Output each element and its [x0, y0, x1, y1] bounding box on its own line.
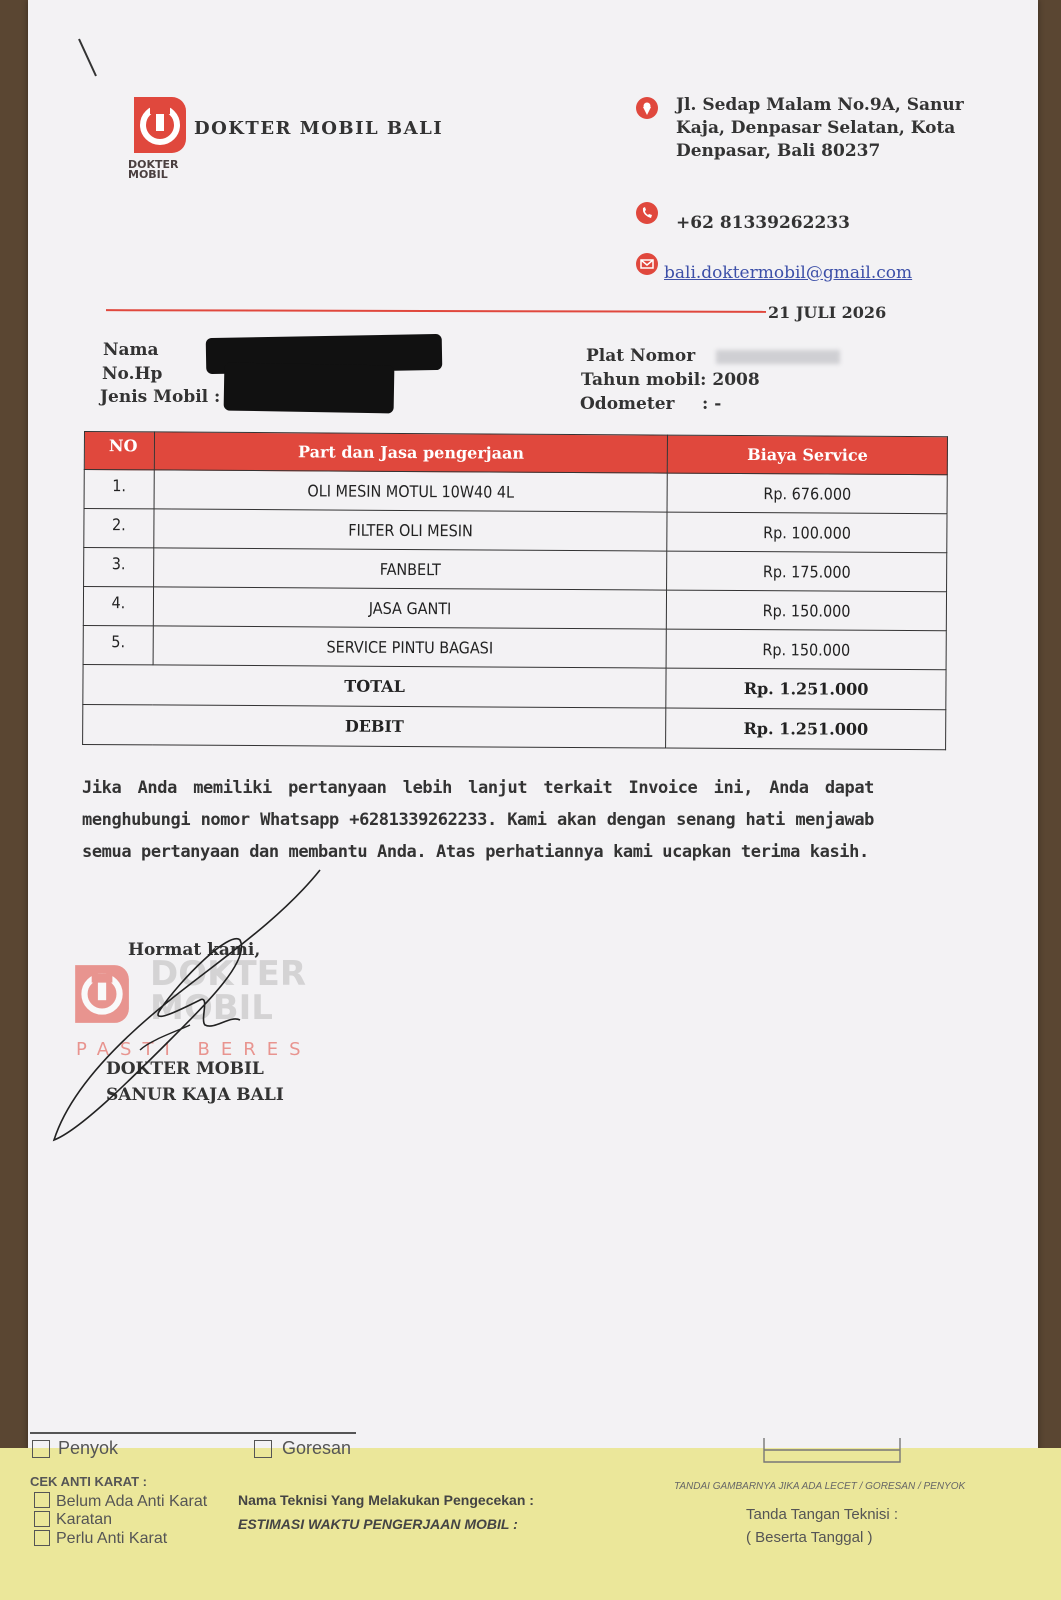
handwritten-signature: [40, 850, 340, 1160]
company-address: Jl. Sedap Malam No.9A, Sanur Kaja, Denpasar Selatan, Kota Denpasar, Bali 80237: [676, 95, 964, 161]
table-row: [84, 470, 947, 514]
goresan-label: Goresan: [282, 1438, 352, 1458]
anti-karat-title: CEK ANTI KARAT :: [30, 1474, 147, 1489]
row-no: 1.: [84, 470, 154, 509]
odometer-value: : -: [702, 394, 722, 414]
signatory-line1: DOKTER MOBIL: [106, 1059, 264, 1079]
row-item: OLI MESIN MOTUL 10W40 4L: [154, 470, 668, 512]
tandai-label: TANDAI GAMBARNYA JIKA ADA LECET / GORESAN / PENYOK: [674, 1481, 966, 1492]
plat-nomor-blurred: [716, 350, 840, 364]
row-cost: Rp. 676.000: [667, 473, 947, 514]
stamp-tagline: PASTI BERES: [76, 1039, 312, 1060]
redaction-bar: [224, 363, 395, 414]
belum-checkbox[interactable]: [34, 1492, 50, 1508]
penyok-checkbox[interactable]: [32, 1440, 50, 1458]
belum-label: Belum Ada Anti Karat: [56, 1493, 208, 1510]
company-email-link[interactable]: bali.doktermobil@gmail.com: [664, 263, 913, 283]
company-name: DOKTER MOBIL BALI: [194, 118, 444, 139]
debit-value: Rp. 1.251.000: [666, 708, 946, 750]
phone-icon: [636, 202, 658, 224]
stamp-line2: MOBIL: [150, 988, 273, 1028]
karatan-label: Karatan: [56, 1511, 113, 1528]
invoice-date: 21 JULI 2026: [768, 303, 887, 322]
table-row: [83, 625, 946, 669]
header-no: NO: [84, 432, 154, 470]
signatory-line2: SANUR KAJA BALI: [106, 1085, 284, 1105]
perlu-label: Perlu Anti Karat: [56, 1530, 168, 1547]
ttd-date-label: ( Beserta Tanggal ): [746, 1529, 873, 1546]
closing-paragraph: Jika Anda memiliki pertanyaan lebih lanjut terkait Invoice ini, Anda dapat menghubungi nomor Whatsapp +6281339262233. Kami akan dengan senang hati menjawab semua pertanyaan dan membantu Anda. Atas perhatiannya kami ucapkan terima kasih.: [82, 778, 874, 862]
total-value: Rp. 1.251.000: [666, 668, 946, 710]
karatan-checkbox[interactable]: [34, 1511, 50, 1527]
row-item: FILTER OLI MESIN: [154, 509, 668, 551]
goresan-checkbox[interactable]: [254, 1440, 272, 1458]
row-item: JASA GANTI: [153, 587, 667, 629]
row-no: 2.: [84, 509, 154, 548]
pen-mark: [76, 36, 100, 80]
row-cost: Rp. 150.000: [667, 590, 947, 631]
table-row: [83, 587, 946, 631]
service-items-table: [82, 431, 948, 750]
regards-text: Hormat kami,: [128, 940, 261, 960]
location-pin-icon: [636, 97, 658, 119]
car-outline-icon: [760, 1436, 906, 1470]
row-no: 5.: [83, 625, 153, 664]
debit-label: DEBIT: [83, 704, 667, 748]
plat-nomor-label: Plat Nomor: [586, 346, 696, 366]
stamp-line1: DOKTER: [150, 954, 307, 994]
table-row: [84, 548, 947, 592]
table-row: [84, 509, 947, 553]
jenis-mobil-label: Jenis Mobil :: [100, 387, 221, 407]
teknisi-label: Nama Teknisi Yang Melakukan Pengecekan :: [238, 1492, 534, 1508]
company-phone: +62 81339262233: [676, 213, 850, 233]
tahun-mobil: Tahun mobil: 2008: [581, 370, 760, 390]
row-no: 3.: [84, 548, 154, 587]
row-cost: Rp. 150.000: [666, 629, 946, 670]
form-line: [30, 1432, 356, 1434]
company-logo-icon: [130, 95, 188, 155]
odometer-label: Odometer: [580, 394, 675, 414]
perlu-checkbox[interactable]: [34, 1530, 50, 1546]
nama-label: Nama: [103, 340, 159, 360]
ttd-label: Tanda Tangan Teknisi :: [746, 1506, 899, 1523]
carbon-copy-form: [0, 1448, 1061, 1600]
row-item: SERVICE PINTU BAGASI: [153, 626, 667, 668]
penyok-label: Penyok: [58, 1438, 119, 1458]
header-item: Part dan Jasa pengerjaan: [154, 432, 668, 473]
debit-row: [83, 704, 946, 749]
table-header-row: [84, 432, 947, 475]
total-label: TOTAL: [83, 664, 667, 708]
row-no: 4.: [83, 587, 153, 626]
logo-wordmark: DOKTER MOBIL: [128, 158, 179, 181]
row-cost: Rp. 100.000: [667, 512, 947, 553]
email-icon: [636, 253, 658, 275]
estimasi-label: ESTIMASI WAKTU PENGERJAAN MOBIL :: [238, 1516, 518, 1532]
row-cost: Rp. 175.000: [667, 551, 947, 592]
header-cost: Biaya Service: [668, 435, 948, 475]
row-item: FANBELT: [154, 548, 668, 590]
hp-label: No.Hp: [102, 364, 163, 384]
total-row: [83, 664, 946, 709]
